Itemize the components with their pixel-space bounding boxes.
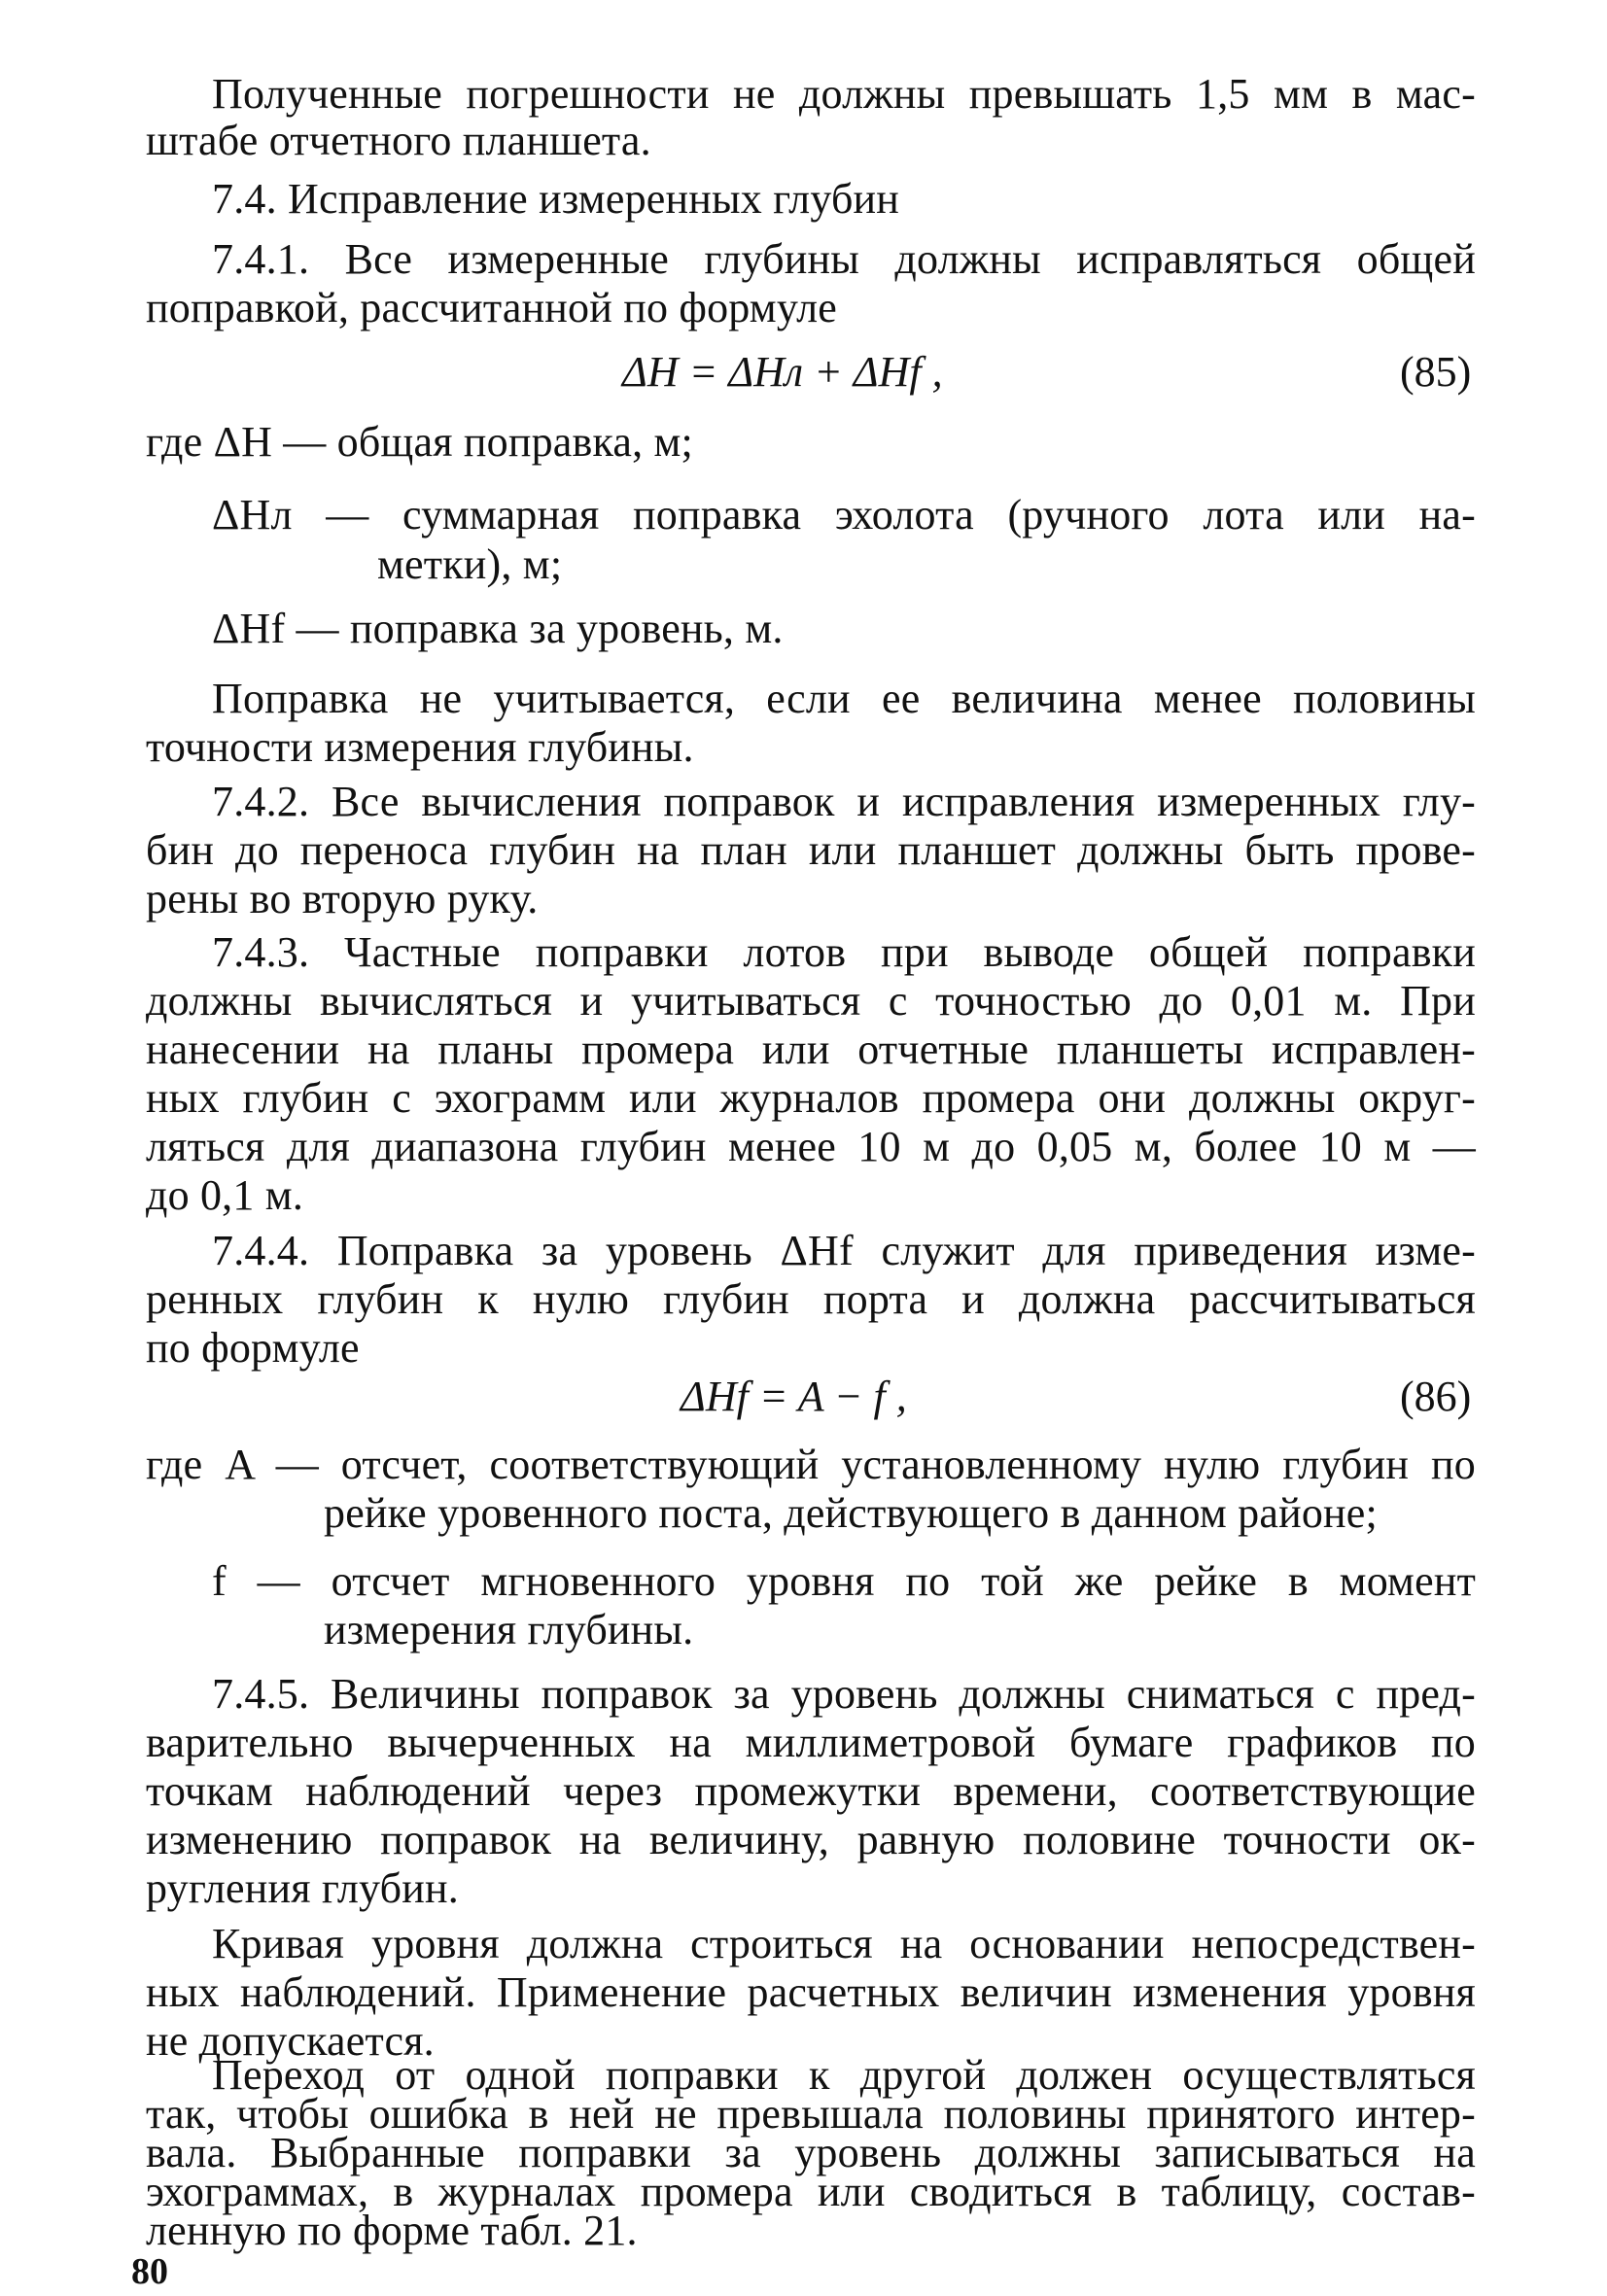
paragraph-line: штабе отчетного планшета.	[146, 117, 651, 164]
paragraph-line: 7.4.5. Величины поправок за уровень должны сниматься с пред-	[212, 1670, 1476, 1718]
definition-line: где A — отсчет, соответствующий установленному нулю глубин по	[146, 1441, 1476, 1488]
paragraph-line: поправкой, рассчитанной по формуле	[146, 284, 837, 331]
paragraph-line: должны вычисляться и учитываться с точностью до 0,01 м. При	[146, 977, 1476, 1025]
definition-line: f — отсчет мгновенного уровня по той же рейке в момент	[212, 1557, 1476, 1605]
paragraph-line: варительно вычерченных на миллиметровой бумаге графиков по	[146, 1719, 1476, 1766]
paragraph-line: ренных глубин к нулю глубин порта и должна рассчитываться	[146, 1275, 1476, 1323]
paragraph-line: Переход от одной поправки к другой должен осуществляться	[212, 2051, 1476, 2099]
paragraph-line: 7.4.3. Частные поправки лотов при выводе общей поправки	[212, 928, 1476, 976]
formula-86-number: (86)	[1400, 1373, 1472, 1420]
paragraph-line: так, чтобы ошибка в ней не превышала половины принятого интер-	[146, 2090, 1476, 2138]
paragraph-line: изменению поправок на величину, равную половине точности ок-	[146, 1816, 1476, 1863]
paragraph-line: вала. Выбранные поправки за уровень должны записываться на	[146, 2129, 1476, 2176]
definition-line: измерения глубины.	[324, 1606, 694, 1653]
paragraph-line: нанесении на планы промера или отчетные планшеты исправлен-	[146, 1026, 1476, 1073]
section-heading: 7.4. Исправление измеренных глубин	[212, 175, 900, 223]
paragraph-line: Поправка не учитывается, если ее величина менее половины	[212, 675, 1476, 722]
paragraph-line: эхограммах, в журналах промера или сводиться в таблицу, состав-	[146, 2168, 1476, 2215]
definition-line: рейке уровенного поста, действующего в данном районе;	[324, 1489, 1378, 1537]
formula-85-number: (85)	[1400, 348, 1472, 396]
paragraph-line: точкам наблюдений через промежутки времени, соответствующие	[146, 1767, 1476, 1815]
paragraph-line: точности измерения глубины.	[146, 723, 694, 771]
formula-86: ΔHf = A − f ,	[681, 1373, 907, 1420]
paragraph-line: Полученные погрешности не должны превышать 1,5 мм в мас-	[212, 70, 1476, 118]
paragraph-line: по формуле	[146, 1324, 360, 1372]
page-number: 80	[131, 2251, 168, 2292]
paragraph-line: ных наблюдений. Применение расчетных величин изменения уровня	[146, 1968, 1476, 2016]
paragraph-line: 7.4.4. Поправка за уровень ΔHf служит для приведения изме-	[212, 1227, 1476, 1274]
definition-line: где ΔH — общая поправка, м;	[146, 418, 693, 466]
definition-line: ΔHf — поправка за уровень, м.	[212, 605, 784, 652]
paragraph-line: до 0,1 м.	[146, 1171, 304, 1219]
paragraph-line: ных глубин с эхограмм или журналов промера они должны округ-	[146, 1074, 1476, 1122]
paragraph-line: рены во вторую руку.	[146, 875, 539, 922]
paragraph-line: 7.4.2. Все вычисления поправок и исправления измеренных глу-	[212, 778, 1476, 825]
formula-85: ΔH = ΔHл + ΔHf ,	[622, 348, 943, 396]
paragraph-line: Кривая уровня должна строиться на основании непосредствен-	[212, 1920, 1476, 1967]
paragraph-line: бин до переноса глубин на план или планшет должны быть прове-	[146, 826, 1476, 874]
definition-line: ΔHл — суммарная поправка эхолота (ручного лота или на-	[212, 491, 1476, 539]
paragraph-line: ленную по форме табл. 21.	[146, 2207, 638, 2254]
paragraph-line: не допускается.	[146, 2017, 435, 2065]
paragraph-line: ругления глубин.	[146, 1864, 459, 1912]
definition-line: метки), м;	[377, 540, 563, 588]
paragraph-line: ляться для диапазона глубин менее 10 м до 0,05 м, более 10 м —	[146, 1123, 1476, 1170]
paragraph-line: 7.4.1. Все измеренные глубины должны исправляться общей	[212, 235, 1476, 283]
